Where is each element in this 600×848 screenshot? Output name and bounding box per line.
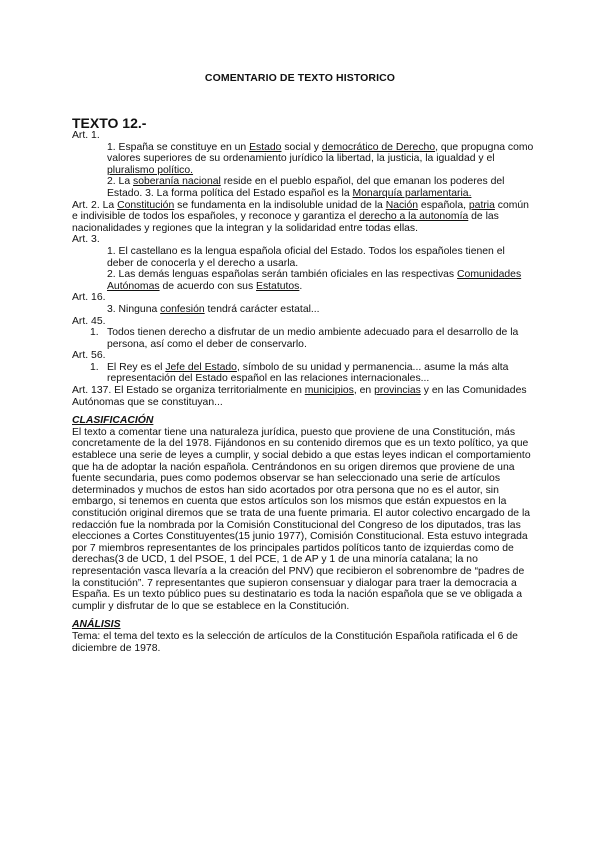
- text-heading: TEXTO 12.-: [72, 115, 147, 131]
- article-16-label: Art. 16.: [72, 292, 106, 304]
- term-municipios: municipios: [304, 385, 354, 397]
- article-45-item-1: 1. Todos tienen derecho a disfrutar de un medio ambiente adecuado para el desarrollo de la persona, así como el deber de conservarlo.: [90, 327, 519, 350]
- article-137: Art. 137. El Estado se organiza territorialmente en municipios, en provincias y en las Comunidades Autónomas que se constituyan...: [72, 385, 527, 408]
- term-patria: patria: [468, 199, 495, 211]
- article-1-paragraph-2: 2. La soberanía nacional reside en el pueblo español, del que emanan los poderes del Estado. 3. La forma política del Estado español es la Monarquía parlamentaria.: [107, 176, 505, 199]
- article-1-label: Art. 1.: [72, 130, 100, 141]
- term-confesion: confesión: [160, 303, 205, 315]
- article-16-paragraph-3: 3. Ninguna confesión tendrá carácter estatal...: [107, 303, 320, 315]
- article-56-item-1: 1. El Rey es el Jefe del Estado, símbolo de su unidad y permanencia... asume la más alta representación del Estado español en las relaciones internacionales...: [90, 361, 509, 385]
- term-constitucion: Constitución: [117, 199, 175, 211]
- term-jefe-del-estado: Jefe del Estado: [165, 361, 237, 373]
- analisis-text: Tema: el tema del texto es la selección de artículos de la Constitución Española ratificada el 6 de diciembre de 1978.: [72, 630, 518, 654]
- term-soberania-nacional: soberanía nacional: [133, 176, 221, 188]
- article-56-label: Art. 56.: [72, 350, 106, 362]
- clasificacion-heading: CLASIFICACIÓN: [72, 415, 154, 427]
- article-3-paragraph-1: 1. El castellano es la lengua española oficial del Estado. Todos los españoles tienen el deber de conocerla y el derecho a usarla.: [107, 245, 505, 269]
- article-2: Art. 2. La Constitución se fundamenta en la indisoluble unidad de la Nación española, patria común e indivisible de todos los españoles, y reconoce y garantiza el derecho a la autonomía de las nacionalidades y regiones que la integran y la solidaridad entre todas ellas.: [72, 199, 529, 234]
- term-provincias: provincias: [374, 385, 421, 397]
- document-body: [72, 130, 534, 654]
- article-1-paragraph-1: 1. España se constituye en un Estado social y democrático de Derecho, que propugna como valores superiores de su ordenamiento jurídico la libertad, la justicia, la igualdad y el pluralismo político.: [107, 141, 534, 176]
- term-comunidades-autonomas: Comunidades Autónomas: [107, 269, 522, 292]
- term-estado: Estado: [249, 141, 282, 153]
- clasificacion-text: El texto a comentar tiene una naturaleza jurídica, puesto que proviene de una Constitución, más concretamente de la del 1978. Fijándonos en su contenido diremos que es un texto político, ya que establece una serie de leyes a cumplir, y social debido a que estas leyes indican el comportamiento que ha de adoptar la nación española. Centrándonos en su origen diremos que proviene de una fuente secundaria, pues como podemos observar se han seleccionado una serie de artículos determinados y muchos de estos han sido acortados por otra persona que no es el autor, sin embargo, si tenemos en cuenta que estos artículos son los mismos que están expuestos en la constitución original diremos que se trata de una fuente primaria. El autor colectivo encargado de la redacción fue la nombrada por la Comisión Constitucional del Congreso de los diputados, tras las elecciones a Cortes Constituyentes(15 junio 1977), Comisión Constitucional. Esta estuvo integrada por 7 miembros representantes de los principales partidos políticos tanto de izquierdas como de derechas(3 de UCD, 1 del PSOE, 1 del PCE, 1 de AP y 1 de una minoría catalana; la no representación vasca llevaría a la creación del PNV) que recibieron el sobrenombre de “padres de la constitución”. 7 representantes que supieron consensuar y dialogar para traer la democracia a España. Es un texto público pues su destinatario es toda la nación española que se ve obligada a cumplir y disfrutar de lo que se establece en la Constitución.: [72, 426, 531, 612]
- term-monarquia-parlamentaria: Monarquía parlamentaria.: [352, 187, 472, 199]
- article-3-paragraph-2: 2. Las demás lenguas españolas serán también oficiales en las respectivas Comunidades Autónomas de acuerdo con sus Estatutos.: [107, 269, 522, 292]
- article-3-label: Art. 3.: [72, 234, 100, 246]
- term-estatutos: Estatutos: [256, 280, 300, 292]
- document-title: COMENTARIO DE TEXTO HISTORICO: [204, 72, 396, 84]
- analisis-heading: ANÁLISIS: [72, 619, 121, 631]
- term-derecho-a-la-autonomia: derecho a la autonomía: [359, 211, 469, 223]
- article-45-label: Art. 45.: [72, 315, 106, 327]
- list-number: 1.: [90, 361, 99, 373]
- term-pluralismo-politico: pluralismo político.: [107, 164, 194, 176]
- term-nacion: Nación: [385, 199, 419, 211]
- term-democratico-de-derecho: democrático de Derecho: [321, 141, 436, 153]
- list-number: 1.: [90, 327, 99, 339]
